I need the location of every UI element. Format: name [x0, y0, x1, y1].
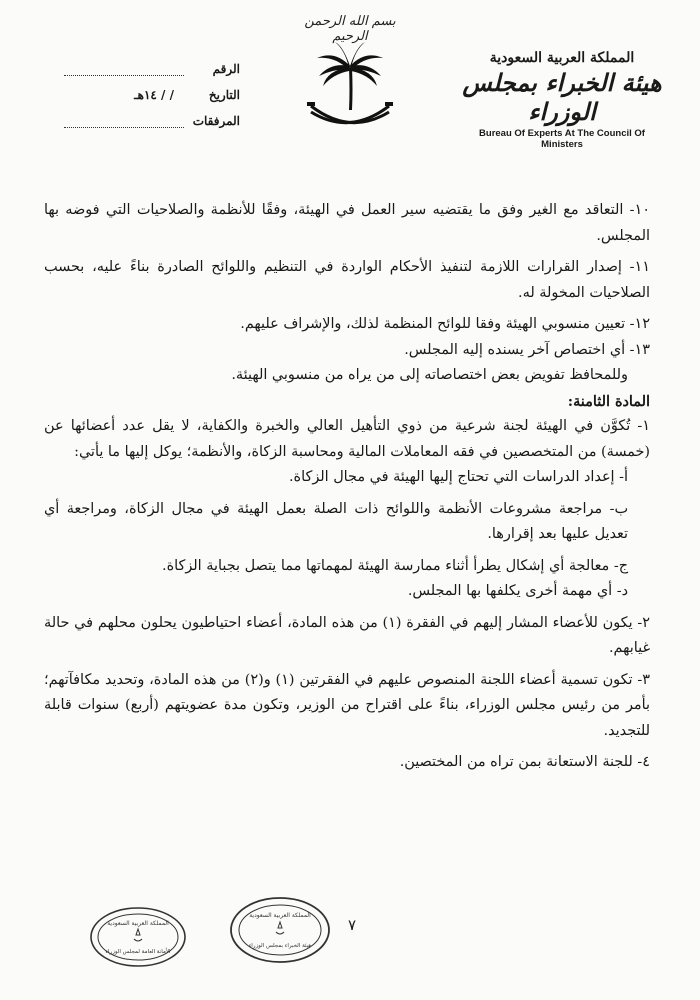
attachments-field: [60, 108, 240, 134]
list-item: ١٢- تعيين منسوبي الهيئة وفقا للوائح المنظمة لذلك، والإشراف عليهم.: [240, 316, 650, 332]
reference-fields: [60, 56, 240, 134]
date-value: / / ١٤هـ: [134, 88, 174, 102]
article-item: ١- تُكوَّن في الهيئة لجنة شرعية من ذوي التأهيل العالي والخبرة والكفاية، لا يقل عدد أعضائها عن (خمسة) من المتخصصين في فقه المعاملات المالية ومحاسبة الزكاة، والأنظمة؛ يوكل إليها ما يأتي:: [44, 418, 650, 460]
kingdom-name: المملكة العربية السعودية: [489, 50, 635, 66]
list-item: ١٣- أي اختصاص آخر يسنده إليه المجلس.: [404, 341, 650, 358]
article-item: ٤- للجنة الاستعانة بمن تراه من المختصين.: [399, 754, 650, 770]
svg-text:المملكة العربية السعودية: المملكة العربية السعودية: [107, 920, 169, 927]
palm-swords-emblem-icon: [305, 40, 395, 140]
number-label: الرقم: [212, 62, 240, 76]
bureau-seal-icon: [228, 895, 332, 965]
sub-item: ج- معالجة أي إشكال يطرأ أثناء ممارسة الهيئة لمهماتها مما يتصل بجباية الزكاة.: [162, 557, 628, 574]
bureau-name-arabic: هيئة الخبراء بمجلس الوزراء: [462, 68, 662, 126]
sub-item: ب- مراجعة مشروعات الأنظمة واللوائح ذات الصلة بعمل الهيئة في مجال الزكاة، ومراجعة أي تعديل عليها بعد إقرارها.: [44, 500, 628, 542]
basmala: بسم الله الرحمن الرحيم: [304, 14, 396, 44]
list-item: ١١- إصدار القرارات اللازمة لتنفيذ الأحكام الواردة في التنظيم واللوائح الصادرة بناءً عليه، بحسب الصلاحيات المخولة له.: [44, 259, 650, 301]
svg-text:الأمانة العامة لمجلس الوزراء: الأمانة العامة لمجلس الوزراء: [105, 949, 171, 955]
list-item: ١٠- التعاقد مع الغير وفق ما يقتضيه سير العمل في الهيئة، وفقًا للأنظمة والصلاحيات التي فوضه بها المجلس.: [44, 202, 650, 244]
svg-text:هيئة الخبراء بمجلس الوزراء: هيئة الخبراء بمجلس الوزراء: [248, 943, 312, 949]
date-label: التاريخ: [208, 88, 240, 102]
svg-text:المملكة العربية السعودية: المملكة العربية السعودية: [249, 912, 311, 919]
delegation-clause: وللمحافظ تفويض بعض اختصاصاته إلى من يراه من منسوبي الهيئة.: [231, 367, 628, 383]
sub-item: أ- إعداد الدراسات التي تحتاج إليها الهيئة في مجال الزكاة.: [288, 469, 628, 485]
document-body: [44, 198, 650, 776]
article-heading: المادة الثامنة:: [567, 392, 650, 410]
page-number: ٧: [348, 916, 357, 934]
sub-item: د- أي مهمة أخرى يكلفها بها المجلس.: [407, 583, 628, 599]
article-item: ٢- يكون للأعضاء المشار إليهم في الفقرة (١) من هذه المادة، أعضاء احتياطيون يحلون محلهم في حالة غيابهم.: [44, 614, 650, 656]
number-field: [60, 56, 240, 82]
attachments-label: المرفقات: [192, 114, 240, 128]
official-seal-icon: [88, 905, 188, 969]
organization-header: [462, 50, 662, 150]
date-field: [60, 82, 240, 108]
bureau-name-english: Bureau Of Experts At The Council Of Ministers: [479, 128, 645, 150]
article-item: ٣- تكون تسمية أعضاء اللجنة المنصوص عليهم في الفقرتين (١) و(٢) من هذه المادة، وتحديد مكافآتهم؛ بأمر من رئيس مجلس الوزراء، بناءً على اقتراح من الوزير، وتكون مدة عضويتهم (أربع) سنوات قابلة للتجديد.: [44, 671, 650, 739]
